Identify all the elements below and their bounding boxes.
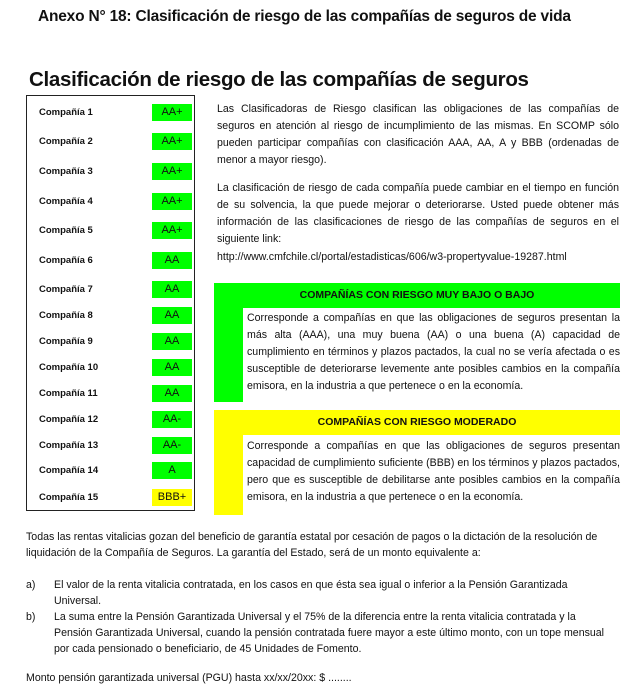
rating-badge: AA (152, 333, 192, 350)
rating-badge: AA+ (152, 104, 192, 121)
low-risk-description: Corresponde a compañías en que las obligaciones de seguros presentan la más alta (AAA), una muy buena (AA) o una buena (A) capacidad de cumplimiento en términos y plazos pactados, la cual no se vería afectada o es susceptible de deteriorarse levemente ante posibles cambios en la compañía emisora, en la industria a que pertenece o en la economía. (247, 312, 620, 392)
rating-badge: AA (152, 385, 192, 402)
company-name: Compañía 10 (39, 362, 99, 373)
company-row (27, 307, 194, 327)
company-row (27, 437, 194, 457)
company-row (27, 489, 194, 509)
company-name: Compañía 11 (39, 388, 98, 399)
moderate-risk-section (214, 410, 620, 515)
company-row (27, 163, 194, 183)
rating-badge: AA- (152, 411, 192, 428)
company-name: Compañía 15 (39, 492, 99, 503)
company-row (27, 411, 194, 431)
rating-badge: BBB+ (152, 489, 192, 506)
list-text: La suma entre la Pensión Garantizada Universal y el 75% de la diferencia entre la renta vitalicia contratada y la Pensión Garantizada Universal, cuando la pensión contratada fuere mayor a este último monto, con un tope mensual por cada pensionado o beneficiario, de 45 Unidades de Fomento. (54, 611, 605, 655)
moderate-risk-header: COMPAÑÍAS CON RIESGO MODERADO (214, 410, 620, 435)
annex-title: Anexo N° 18: Clasificación de riesgo de las compañías de seguros de vida (38, 8, 571, 25)
intro-paragraph-1: Las Clasificadoras de Riesgo clasifican las obligaciones de las compañías de seguros en atención al riesgo de incumplimiento de las mismas. En SCOMP sólo pueden participar compañías con clasificación AAA, AA, A y BBB (ordenadas de menor a mayor riesgo). (217, 103, 619, 166)
rating-badge: AA (152, 359, 192, 376)
company-name: Compañía 1 (39, 107, 93, 118)
company-name: Compañía 2 (39, 136, 93, 147)
rating-badge: AA+ (152, 133, 192, 150)
moderate-risk-stripe (214, 435, 243, 515)
list-marker: b) (26, 611, 36, 623)
company-name: Compañía 9 (39, 336, 93, 347)
company-name: Compañía 13 (39, 440, 99, 451)
company-row (27, 104, 194, 124)
low-risk-header: COMPAÑÍAS CON RIESGO MUY BAJO O BAJO (214, 283, 620, 308)
company-row (27, 281, 194, 301)
low-risk-stripe (214, 308, 243, 402)
company-name: Compañía 3 (39, 166, 93, 177)
guarantee-intro: Todas las rentas vitalicias gozan del beneficio de garantía estatal por cesación de pagos o la dictación de la resolución de liquidación de la Compañía de Seguros. La garantía del Estado, será de un monto equivalente a: (26, 531, 598, 559)
intro-paragraph-2: La clasificación de riesgo de cada compañía puede cambiar en el tiempo en función de su solvencia, la que puede mejorar o deteriorarse. Usted puede obtener más información de las clasificaciones de riesgo de las compañías de seguros en el siguiente link: (217, 182, 619, 245)
rating-badge: AA+ (152, 163, 192, 180)
company-ratings-box (26, 95, 195, 511)
company-name: Compañía 6 (39, 255, 93, 266)
rating-badge: A (152, 462, 192, 479)
list-text: El valor de la renta vitalicia contratada, en los casos en que ésta sea igual o inferior a la Pensión Garantizada Universal. (54, 579, 568, 607)
rating-badge: AA- (152, 437, 192, 454)
rating-badge: AA+ (152, 193, 192, 210)
cmf-link[interactable]: http://www.cmfchile.cl/portal/estadisticas/606/w3-propertyvalue-19287.html (217, 251, 567, 263)
list-marker: a) (26, 579, 36, 591)
company-name: Compañía 14 (39, 465, 99, 476)
pgu-amount-line: Monto pensión garantizada universal (PGU) hasta xx/xx/20xx: $ ........ (26, 672, 352, 684)
company-row (27, 252, 194, 272)
rating-badge: AA (152, 281, 192, 298)
moderate-risk-description: Corresponde a compañías en que las obligaciones de seguros presentan capacidad de cumplimiento suficiente (BBB) en los términos y plazos pactados, pero que es susceptible de debilitarse ante posibles cambios en la compañía emisora, en la industria a que pertenece o en la economía. (247, 440, 620, 503)
rating-badge: AA+ (152, 222, 192, 239)
rating-badge: AA (152, 252, 192, 269)
company-row (27, 462, 194, 482)
rating-badge: AA (152, 307, 192, 324)
company-name: Compañía 12 (39, 414, 99, 425)
low-risk-section (214, 283, 620, 402)
company-row (27, 193, 194, 213)
section-title: Clasificación de riesgo de las compañías de seguros (29, 68, 529, 91)
company-row (27, 359, 194, 379)
company-name: Compañía 7 (39, 284, 93, 295)
company-name: Compañía 8 (39, 310, 93, 321)
company-row (27, 385, 194, 405)
company-name: Compañía 5 (39, 225, 93, 236)
company-row (27, 222, 194, 242)
company-name: Compañía 4 (39, 196, 93, 207)
company-row (27, 333, 194, 353)
company-row (27, 133, 194, 153)
